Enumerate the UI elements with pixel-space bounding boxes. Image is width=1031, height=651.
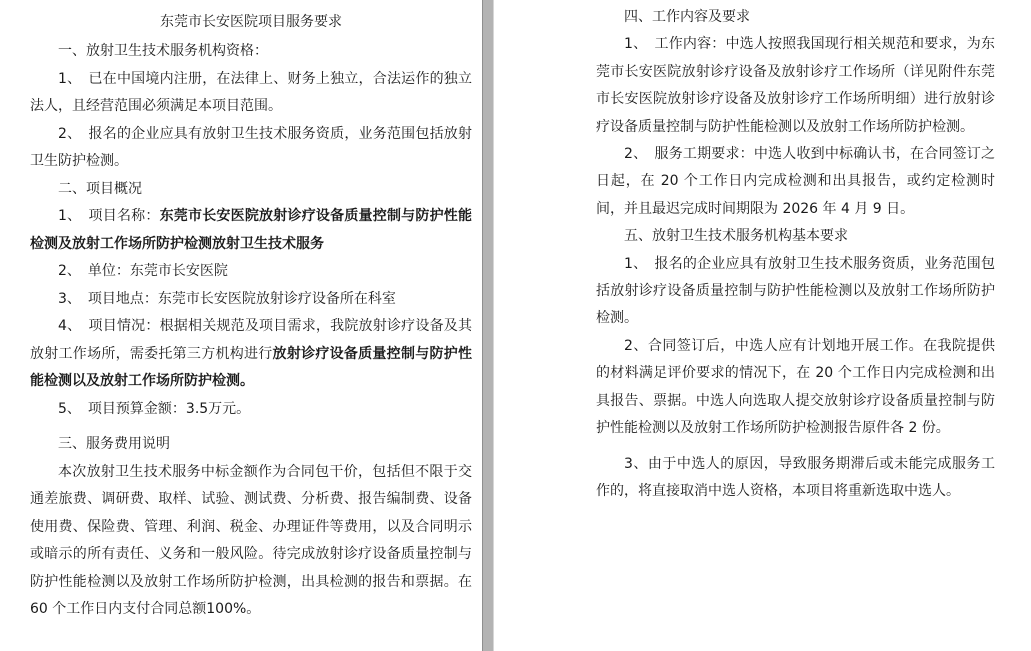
section-4-item-2: 2、 服务工期要求：中选人收到中标确认书，在合同签订之日起，在 20 个工作日内完成检测和出具报告，或约定检测时间，并且最迟完成时间期限为 2026 年 4 月 9 日。	[596, 146, 995, 217]
section-2-heading: 二、项目概况	[58, 180, 142, 197]
left-document-page	[0, 0, 482, 651]
right-document-page	[494, 0, 1031, 651]
section-3-body: 本次放射卫生技术服务中标金额作为合同包干价，包括但不限于交通差旅费、调研费、取样、试验、测试费、分析费、报告编制费、设备使用费、保险费、管理、利润、税金、办理证件等费用，以及合同明示或暗示的所有责任、义务和一般风险。待完成放射诊疗设备质量控制与防护性能检测以及放射工作场所防护检测，出具检测的报告和票据。在 60 个工作日内支付合同总额100%。	[30, 463, 472, 617]
project-situation-bold: 放射诊疗设备质量控制与防护性能检测以及放射工作场所防护检测。	[30, 345, 473, 389]
project-name-label: 1、 项目名称：	[58, 208, 160, 224]
section-4-item-1: 1、 工作内容：中选人按照我国现行相关规范和要求，为东莞市长安医院放射诊疗设备及放射诊疗工作场所（详见附件东莞市长安医院放射诊疗设备及放射诊疗工作场所明细）进行放射诊疗设备质量控制与防护性能检测以及放射工作场所防护检测。	[596, 36, 995, 135]
section-2-item-4	[30, 313, 472, 396]
spacer	[596, 443, 995, 451]
spacer	[30, 423, 472, 431]
page-divider	[482, 0, 494, 651]
section-4-heading: 四、工作内容及要求	[624, 9, 750, 25]
section-1-heading: 一、放射卫生技术服务机构资格：	[58, 43, 268, 59]
section-3-heading: 三、服务费用说明	[58, 436, 170, 452]
section-5-item-1: 1、 报名的企业应具有放射卫生技术服务资质，业务范围包括放射诊疗设备质量控制与防护性能检测以及放射工作场所防护检测。	[596, 255, 995, 327]
section-2-item-1	[30, 203, 472, 258]
section-5-item-2: 2、合同签订后，中选人应有计划地开展工作。在我院提供的材料满足评价要求的情况下，在 20 个工作日内完成检测和出具报告、票据。中选人向选取人提交放射诊疗设备质量控制与防护性能检测以及放射工作场所防护检测报告原件各 2 份。	[596, 337, 995, 437]
section-1-item-2: 2、 报名的企业应具有放射卫生技术服务资质，业务范围包括放射卫生防护检测。	[30, 125, 472, 169]
document-title: 东莞市长安医院项目服务要求	[160, 14, 342, 30]
section-2-item-5: 5、 项目预算金额：3.5万元。	[58, 400, 251, 417]
section-2-item-2: 2、 单位：东莞市长安医院	[58, 263, 228, 279]
section-2-item-3: 3、 项目地点：东莞市长安医院放射诊疗设备所在科室	[58, 290, 396, 307]
project-situation-text: 4、 项目情况：根据相关规范及项目需求，我院放射诊疗设备及其放射工作场所，需委托第三方机构进行	[30, 318, 472, 362]
section-5-item-3: 3、由于中选人的原因，导致服务期滞后或未能完成服务工作的，将直接取消中选人资格，本项目将重新选取中选人。	[596, 455, 995, 499]
section-5-heading: 五、放射卫生技术服务机构基本要求	[624, 228, 848, 245]
project-name-value: 东莞市长安医院放射诊疗设备质量控制与防护性能检测及放射工作场所防护检测放射卫生技术服务	[30, 208, 472, 252]
section-1-item-1: 1、 已在中国境内注册，在法律上、财务上独立，合法运作的独立法人，且经营范围必须满足本项目范围。	[30, 70, 472, 114]
